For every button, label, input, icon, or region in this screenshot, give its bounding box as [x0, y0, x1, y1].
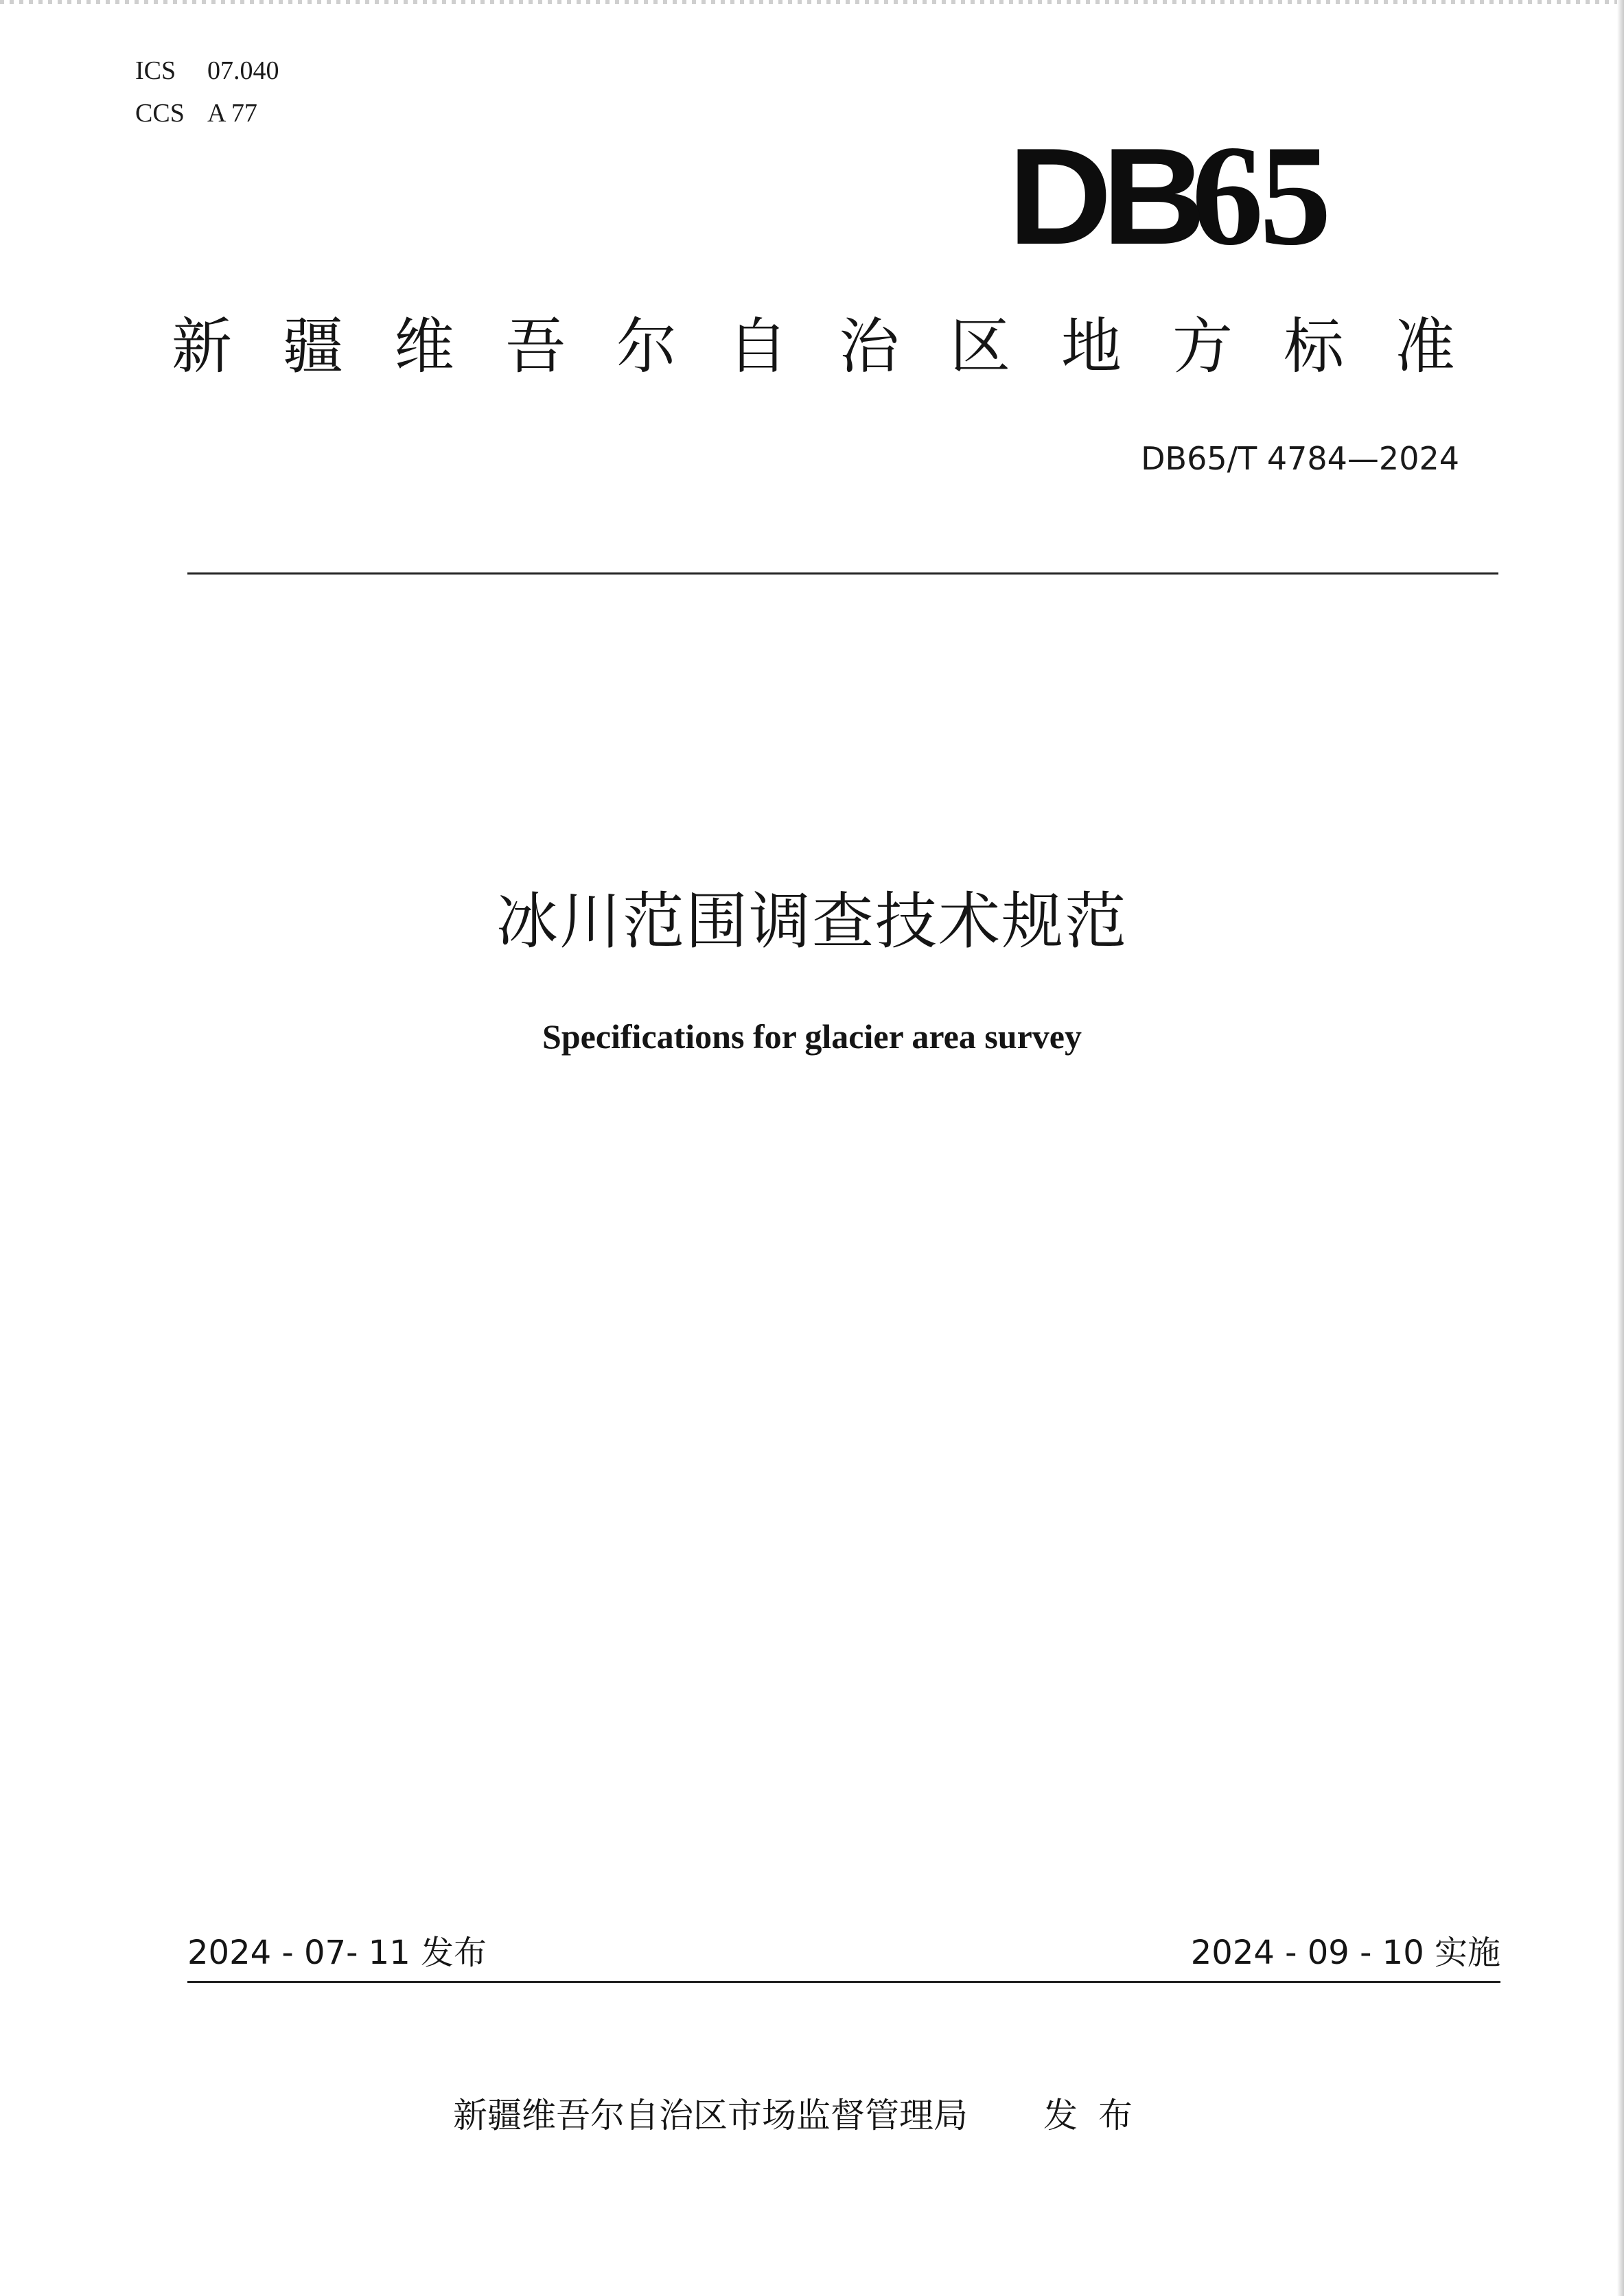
document-title-chinese: 冰川范围调查技术规范	[496, 885, 1128, 958]
document-title-english: Specifications for glacier area survey	[542, 1017, 1082, 1056]
publisher-action: 发布	[1043, 2096, 1153, 2135]
scan-right-edge	[1617, 0, 1624, 2296]
ccs-value: A 77	[207, 99, 257, 128]
footer-divider	[187, 1981, 1500, 1983]
issue-date: 2024 - 07- 11 发布	[187, 1934, 487, 1972]
effective-date: 2024 - 09 - 10 实施	[1190, 1934, 1500, 1972]
ics-value: 07.040	[207, 56, 279, 85]
ccs-code	[135, 97, 257, 129]
standard-category-title: 新疆维吾尔自治区地方标准	[172, 311, 1507, 382]
publisher-name: 新疆维吾尔自治区市场监督管理局	[453, 2096, 968, 2135]
ccs-label: CCS	[135, 99, 185, 128]
logo-letters: DB	[1008, 120, 1196, 273]
header-divider	[187, 572, 1498, 575]
logo-number: 65	[1191, 116, 1327, 275]
standard-number: DB65/T 4784—2024	[1141, 440, 1459, 477]
publisher-line	[453, 2094, 1153, 2137]
ics-label: ICS	[135, 56, 176, 85]
scan-top-border	[0, 0, 1624, 4]
ics-code	[135, 55, 279, 86]
db-logo	[1008, 116, 1383, 275]
